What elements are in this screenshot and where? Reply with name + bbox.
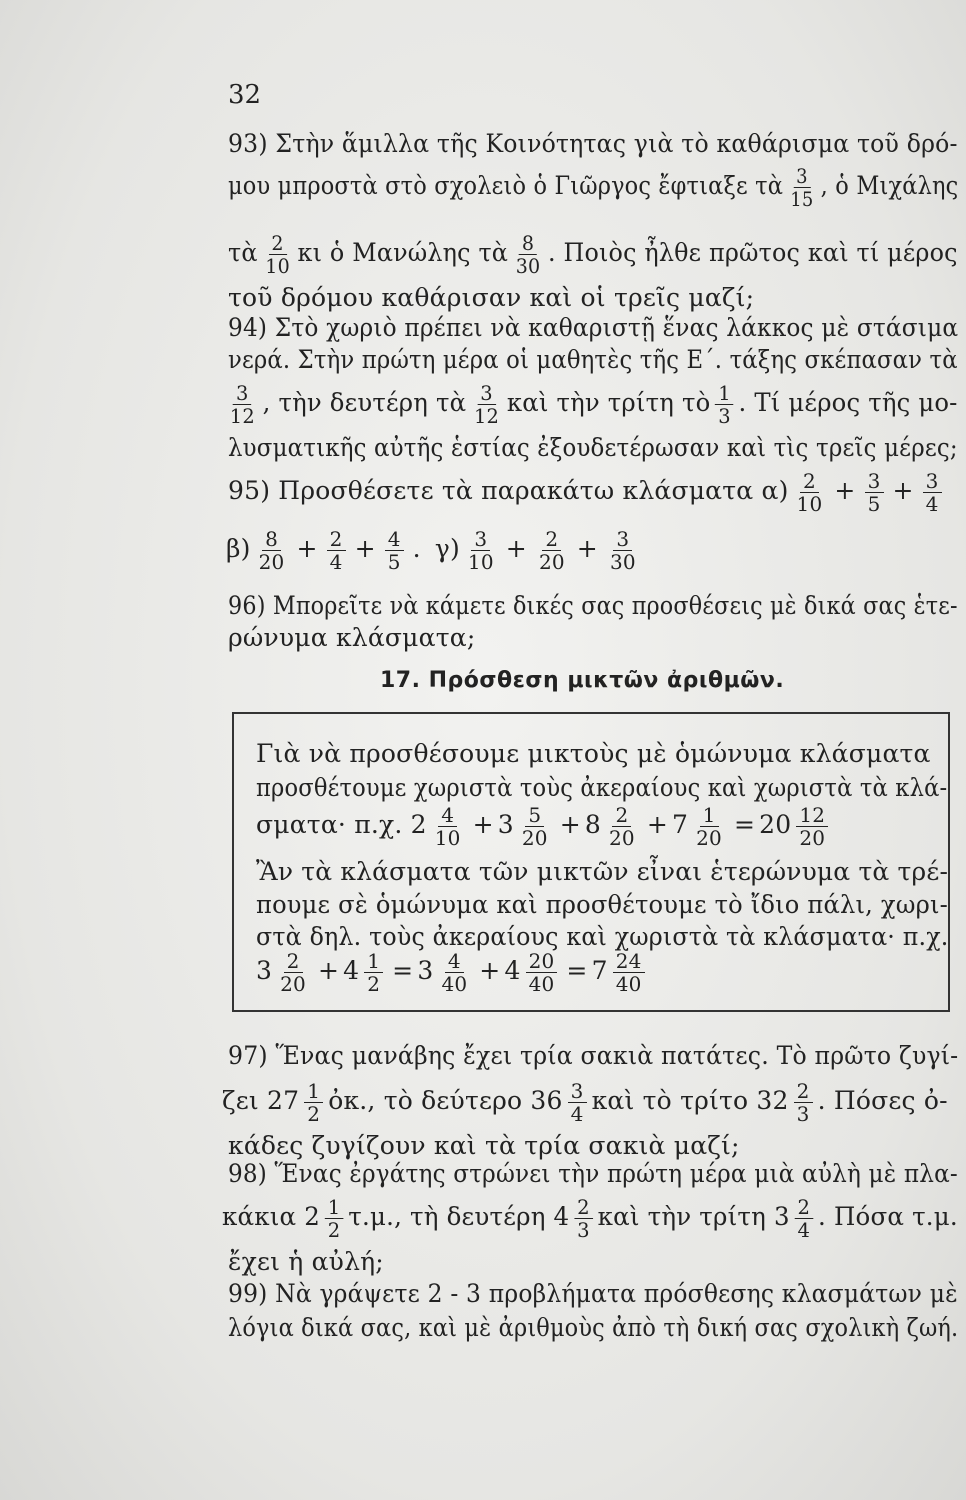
p94-text: , τὴν δευτέρη τὰ [262, 388, 467, 417]
p98-text: . Πόσα τ.μ. [818, 1202, 958, 1231]
section-heading: 17. Πρόσθεση μικτῶν ἀριθμῶν. [380, 668, 785, 693]
p98-text: τ.μ., τὴ δευτέρη 4 [348, 1202, 570, 1231]
p93-text: , ὁ Μιχάλης [820, 171, 959, 200]
fraction: $\frac{2}{10}$ [265, 231, 290, 278]
p93-text: . Ποιὸς ἦλθε πρῶτος καὶ τί μέρος [547, 238, 958, 267]
p93-line-1: 93) Στὴν ἅμιλλα τῆς Κοινότητας γιὰ τὸ καθάρισμα τοῦ δρό- [228, 129, 958, 158]
p97-text: . Πόσες ὀ- [817, 1086, 948, 1115]
p99-line-1: 99) Νὰ γράψετε 2 - 3 προβλήματα πρόσθεσης κλασμάτων μὲ [228, 1279, 958, 1308]
fraction: $\frac{3}{15}$ [790, 164, 814, 211]
p95-b-label: β) [226, 534, 251, 563]
p98-line-3: ἔχει ἡ αὐλή; [228, 1247, 384, 1276]
fraction: $\frac{3}{30}$ [609, 527, 636, 574]
rule-box [232, 712, 950, 1012]
fraction: $\frac{5}{20}$ [521, 803, 548, 850]
fraction: $\frac{3}{5}$ [865, 470, 884, 515]
p93-line-2 [228, 165, 958, 210]
p95-g-label: γ) [434, 534, 460, 563]
box-example-1: σματα· π.χ. 2 $\frac{4}{10}$ + 3 $\frac{5}{20}$ + 8 $\frac{2}{20}$ + 7 $\frac{1}{20}$ = 20 $\frac{12}{20}$ [256, 804, 833, 849]
p93-line-4: τοῦ δρόμου καθάρισαν καὶ οἱ τρεῖς μαζί; [228, 283, 755, 312]
p99-line-2: λόγια δικά σας, καὶ μὲ ἀριθμοὺς ἀπὸ τὴ δική σας σχολικὴ ζωή. [228, 1313, 959, 1342]
fraction: $\frac{20}{40}$ [526, 950, 558, 995]
p93-text: μου μπροστὰ στὸ σχολειὸ ὁ Γιῶργος ἔφτιαξε τὰ [228, 171, 784, 200]
p94-line-3 [222, 382, 958, 427]
page-number: 32 [228, 80, 262, 110]
fraction: $\frac{8}{20}$ [258, 527, 285, 574]
p96-line-1: 96) Μπορεῖτε νὰ κάμετε δικές σας προσθέσεις μὲ δικά σας ἑτε- [228, 591, 958, 620]
fraction: $\frac{3}{4}$ [923, 470, 942, 515]
fraction: $\frac{2}{10}$ [796, 469, 823, 516]
p98-line-2 [222, 1196, 958, 1241]
fraction: $\frac{8}{30}$ [515, 231, 541, 278]
fraction: $\frac{2}{20}$ [538, 527, 565, 574]
fraction: $\frac{1}{2}$ [325, 1196, 344, 1241]
box-line-6: στὰ δηλ. τοὺς ἀκεραίους καὶ χωριστὰ τὰ κλάσματα· π.χ. [256, 922, 949, 951]
p97-line-1: 97) Ἕνας μανάβης ἔχει τρία σακιὰ πατάτες. Τὸ πρῶτο ζυγί- [228, 1041, 959, 1070]
p98-text: καὶ τὴν τρίτη 3 [597, 1202, 790, 1231]
p94-text: καὶ τὴν τρίτη τὸ [506, 388, 711, 417]
p97-line-3: κάδες ζυγίζουν καὶ τὰ τρία σακιὰ μαζί; [228, 1131, 740, 1160]
fraction: $\frac{12}{20}$ [796, 804, 828, 849]
box-line-2: προσθέτουμε χωριστὰ τοὺς ἀκεραίους καὶ χωριστὰ τὰ κλά- [256, 773, 948, 802]
fraction: $\frac{4}{5}$ [385, 528, 404, 573]
p95-line-2: β) $\frac{8}{20}$ + $\frac{2}{4}$ + $\frac{4}{5}$ . γ) $\frac{3}{10}$ + $\frac{2}{20}$ + $\frac{3}{30}$ [226, 528, 644, 573]
fraction: $\frac{4}{40}$ [441, 949, 468, 996]
fraction: $\frac{2}{3}$ [794, 1080, 813, 1125]
box-example-2: 3 $\frac{2}{20}$ + 4 $\frac{1}{2}$ = 3 $\frac{4}{40}$ + 4 $\frac{20}{40}$ = 7 $\frac{24}{40}$ [256, 950, 650, 995]
fraction: $\frac{3}{12}$ [473, 381, 500, 428]
fraction: $\frac{3}{4}$ [568, 1080, 587, 1125]
p93-text: κι ὁ Μανώλης τὰ [297, 238, 509, 267]
p95-text: 95) Προσθέσετε τὰ παρακάτω κλάσματα α) [228, 476, 789, 505]
p93-text: τὰ [228, 238, 258, 267]
fraction: $\frac{3}{12}$ [229, 381, 255, 428]
p97-text: καὶ τὸ τρίτο 32 [591, 1086, 789, 1115]
p98-text: κάκια 2 [222, 1202, 320, 1231]
box-line-5: πουμε σὲ ὁμώνυμα καὶ προσθέτουμε τὸ ἴδιο πάλι, χωρι- [256, 890, 949, 919]
p94-line-2: νερά. Στὴν πρώτη μέρα οἱ μαθητὲς τῆς Ε΄. τάξης σκέπασαν τὰ [228, 345, 958, 374]
p94-line-1: 94) Στὸ χωριὸ πρέπει νὰ καθαριστῇ ἕνας λάκκος μὲ στάσιμα [228, 313, 959, 342]
p94-line-4: λυσματικῆς αὐτῆς ἑστίας ἐξουδετέρωσαν καὶ τὶς τρεῖς μέρες; [228, 433, 958, 462]
fraction: $\frac{4}{10}$ [434, 803, 461, 850]
fraction: $\frac{2}{20}$ [280, 949, 306, 996]
fraction: $\frac{1}{20}$ [696, 803, 722, 850]
p94-text: . Τί μέρος τῆς μο- [738, 388, 958, 417]
fraction: $\frac{1}{2}$ [304, 1080, 323, 1125]
p95-line-1: 95) Προσθέσετε τὰ παρακάτω κλάσματα α) $\frac{2}{10}$ + $\frac{3}{5}$ + $\frac{3}{4}$ [228, 470, 947, 515]
p97-text: ζει 27 [222, 1086, 300, 1115]
fraction: $\frac{2}{3}$ [574, 1196, 593, 1241]
box-line-1: Γιὰ νὰ προσθέσουμε μικτοὺς μὲ ὁμώνυμα κλάσματα [256, 739, 931, 768]
box-text: σματα· π.χ. [256, 810, 403, 839]
box-line-4: Ἂν τὰ κλάσματα τῶν μικτῶν εἶναι ἑτερώνυμα τὰ τρέ- [256, 857, 949, 886]
fraction: $\frac{1}{3}$ [715, 382, 733, 427]
p97-line-2 [222, 1080, 948, 1125]
p96-line-2: ρώνυμα κλάσματα; [228, 623, 476, 652]
p93-line-3 [228, 232, 958, 277]
fraction: $\frac{3}{10}$ [467, 527, 494, 574]
p98-line-1: 98) Ἕνας ἐργάτης στρώνει τὴν πρώτη μέρα μιὰ αὐλὴ μὲ πλα- [228, 1159, 958, 1188]
fraction: $\frac{2}{20}$ [609, 803, 635, 850]
fraction: $\frac{1}{2}$ [364, 950, 383, 995]
p97-text: ὀκ., τὸ δεύτερο 36 [328, 1086, 563, 1115]
fraction: $\frac{24}{40}$ [613, 950, 645, 995]
fraction: $\frac{2}{4}$ [327, 528, 346, 573]
fraction: $\frac{2}{4}$ [795, 1196, 814, 1241]
